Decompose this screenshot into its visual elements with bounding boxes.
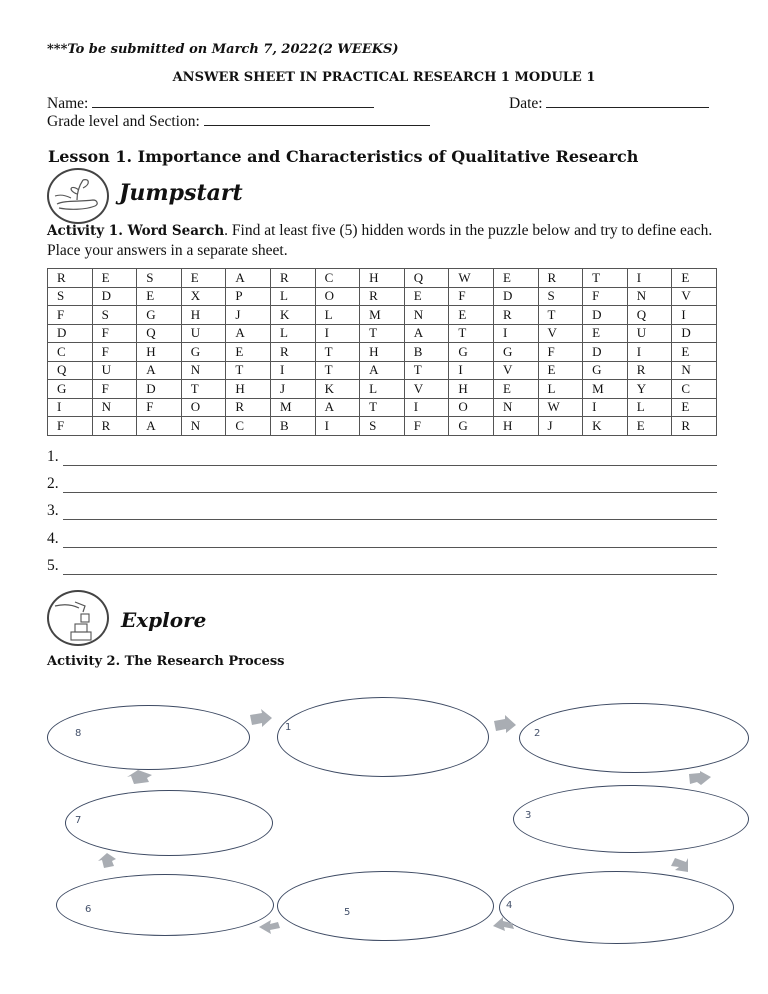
grid-cell[interactable]: E bbox=[449, 306, 494, 325]
grid-cell[interactable]: I bbox=[315, 417, 360, 436]
grid-cell[interactable]: G bbox=[449, 343, 494, 362]
grid-cell[interactable]: V bbox=[404, 380, 449, 399]
grid-cell[interactable]: R bbox=[493, 306, 538, 325]
grid-cell[interactable]: I bbox=[315, 324, 360, 343]
grid-cell[interactable]: W bbox=[538, 398, 583, 417]
arrow-down-icon bbox=[689, 771, 711, 785]
grid-cell[interactable]: G bbox=[583, 361, 628, 380]
grid-cell[interactable]: H bbox=[137, 343, 182, 362]
grid-cell[interactable]: H bbox=[360, 269, 405, 288]
grid-cell[interactable]: F bbox=[92, 380, 137, 399]
grid-cell[interactable]: L bbox=[627, 398, 672, 417]
grid-cell[interactable]: H bbox=[449, 380, 494, 399]
grid-cell[interactable]: N bbox=[493, 398, 538, 417]
grid-cell[interactable]: A bbox=[137, 361, 182, 380]
arrow-right-icon bbox=[250, 709, 272, 727]
grid-cell[interactable]: I bbox=[627, 343, 672, 362]
grid-cell[interactable]: A bbox=[315, 398, 360, 417]
grid-cell[interactable]: R bbox=[270, 343, 315, 362]
grid-cell[interactable]: R bbox=[538, 269, 583, 288]
grid-cell[interactable]: Q bbox=[48, 361, 93, 380]
grid-cell[interactable]: J bbox=[226, 306, 271, 325]
grid-cell[interactable]: B bbox=[270, 417, 315, 436]
grid-cell[interactable]: E bbox=[493, 269, 538, 288]
page-title: ANSWER SHEET IN PRACTICAL RESEARCH 1 MODULE 1 bbox=[172, 70, 596, 85]
grid-cell[interactable]: G bbox=[137, 306, 182, 325]
grid-cell[interactable]: J bbox=[270, 380, 315, 399]
grid-cell[interactable]: L bbox=[270, 324, 315, 343]
arrow-up-icon bbox=[127, 770, 152, 784]
grid-cell[interactable]: U bbox=[92, 361, 137, 380]
grid-cell[interactable]: J bbox=[538, 417, 583, 436]
arrow-up-icon bbox=[98, 853, 116, 868]
grid-cell[interactable]: L bbox=[360, 380, 405, 399]
grid-cell[interactable]: E bbox=[92, 269, 137, 288]
grid-cell[interactable]: R bbox=[92, 417, 137, 436]
name-label: Name: bbox=[47, 95, 89, 112]
grid-cell[interactable]: C bbox=[48, 343, 93, 362]
step-number: 4 bbox=[506, 900, 513, 911]
grid-cell[interactable]: C bbox=[226, 417, 271, 436]
activity-2-title: Activity 2. The Research Process bbox=[47, 654, 285, 669]
grid-cell[interactable]: C bbox=[315, 269, 360, 288]
grid-cell[interactable]: S bbox=[360, 417, 405, 436]
explore-heading: Explore bbox=[121, 608, 207, 632]
arrow-right-icon bbox=[494, 715, 516, 733]
grid-cell[interactable]: E bbox=[583, 324, 628, 343]
step-number: 8 bbox=[75, 728, 82, 739]
grid-cell[interactable]: L bbox=[315, 306, 360, 325]
grid-cell[interactable]: T bbox=[538, 306, 583, 325]
grid-cell[interactable]: E bbox=[137, 287, 182, 306]
grid-cell[interactable]: V bbox=[672, 287, 717, 306]
grid-cell[interactable]: F bbox=[538, 343, 583, 362]
grid-cell[interactable]: R bbox=[48, 269, 93, 288]
grid-cell[interactable]: F bbox=[92, 324, 137, 343]
arrow-left-icon bbox=[493, 917, 514, 931]
grid-cell[interactable]: Y bbox=[627, 380, 672, 399]
grid-cell[interactable]: D bbox=[583, 306, 628, 325]
grid-cell[interactable]: D bbox=[493, 287, 538, 306]
grid-cell[interactable]: B bbox=[404, 343, 449, 362]
grid-cell[interactable]: U bbox=[181, 324, 226, 343]
arrow-down-icon bbox=[671, 858, 688, 872]
step-number: 7 bbox=[75, 815, 82, 826]
grid-cell[interactable]: E bbox=[672, 269, 717, 288]
grid-cell[interactable]: A bbox=[404, 324, 449, 343]
grid-cell[interactable]: D bbox=[48, 324, 93, 343]
grid-cell[interactable]: M bbox=[360, 306, 405, 325]
grid-cell[interactable]: P bbox=[226, 287, 271, 306]
grid-cell[interactable]: C bbox=[672, 380, 717, 399]
grid-cell[interactable]: S bbox=[538, 287, 583, 306]
grid-cell[interactable]: A bbox=[226, 324, 271, 343]
grid-cell[interactable]: G bbox=[48, 380, 93, 399]
grid-cell[interactable]: I bbox=[672, 306, 717, 325]
grid-cell[interactable]: I bbox=[583, 398, 628, 417]
grid-cell[interactable]: M bbox=[583, 380, 628, 399]
grid-cell[interactable]: K bbox=[315, 380, 360, 399]
grid-cell[interactable]: T bbox=[449, 324, 494, 343]
grid-cell[interactable]: G bbox=[493, 343, 538, 362]
grid-cell[interactable]: S bbox=[137, 269, 182, 288]
grid-cell[interactable]: T bbox=[583, 269, 628, 288]
grid-cell[interactable]: A bbox=[360, 361, 405, 380]
grid-cell[interactable]: F bbox=[137, 398, 182, 417]
grid-cell[interactable]: T bbox=[181, 380, 226, 399]
grid-cell[interactable]: T bbox=[226, 361, 271, 380]
step-number: 1 bbox=[285, 722, 292, 733]
grid-cell[interactable]: R bbox=[672, 417, 717, 436]
grid-cell[interactable]: F bbox=[583, 287, 628, 306]
step-number: 6 bbox=[85, 904, 92, 915]
step-number: 3 bbox=[525, 810, 532, 821]
grid-cell[interactable]: D bbox=[137, 380, 182, 399]
grid-cell[interactable]: T bbox=[315, 361, 360, 380]
arrow-left-icon bbox=[259, 920, 280, 934]
grid-cell[interactable]: H bbox=[493, 417, 538, 436]
grid-cell[interactable]: Q bbox=[627, 306, 672, 325]
grid-cell[interactable]: V bbox=[538, 324, 583, 343]
grid-cell[interactable]: E bbox=[181, 269, 226, 288]
grid-cell[interactable]: S bbox=[48, 287, 93, 306]
grid-cell[interactable]: E bbox=[672, 343, 717, 362]
grid-cell[interactable]: E bbox=[493, 380, 538, 399]
grid-cell[interactable]: R bbox=[360, 287, 405, 306]
grid-cell[interactable]: H bbox=[360, 343, 405, 362]
grid-cell[interactable]: N bbox=[672, 361, 717, 380]
grid-cell[interactable]: X bbox=[181, 287, 226, 306]
grid-cell[interactable]: E bbox=[404, 287, 449, 306]
grid-cell[interactable]: F bbox=[48, 306, 93, 325]
answer-number: 2. bbox=[47, 475, 59, 493]
answer-number: 3. bbox=[47, 502, 59, 520]
step-number: 2 bbox=[534, 728, 541, 739]
grid-cell[interactable]: I bbox=[404, 398, 449, 417]
grid-cell[interactable]: D bbox=[583, 343, 628, 362]
grid-cell[interactable]: R bbox=[627, 361, 672, 380]
grid-cell[interactable]: D bbox=[672, 324, 717, 343]
grade-label: Grade level and Section: bbox=[47, 113, 200, 130]
grid-cell[interactable]: V bbox=[493, 361, 538, 380]
grid-cell[interactable]: N bbox=[92, 398, 137, 417]
grid-cell[interactable]: N bbox=[627, 287, 672, 306]
grid-cell[interactable]: E bbox=[538, 361, 583, 380]
activity-1-text: . Find at least five (5) hidden words in the puzzle below and try to define each. Place your answers in a separate sheet. bbox=[47, 222, 713, 259]
grid-cell[interactable]: I bbox=[270, 361, 315, 380]
grid-cell[interactable]: I bbox=[493, 324, 538, 343]
jumpstart-heading: Jumpstart bbox=[119, 180, 243, 206]
grid-cell[interactable]: E bbox=[672, 398, 717, 417]
grid-cell[interactable]: F bbox=[92, 343, 137, 362]
grid-cell[interactable]: Q bbox=[137, 324, 182, 343]
grid-cell[interactable]: I bbox=[48, 398, 93, 417]
grid-cell[interactable]: T bbox=[360, 324, 405, 343]
date-label: Date: bbox=[509, 95, 543, 112]
grid-cell[interactable]: F bbox=[449, 287, 494, 306]
grid-cell[interactable]: K bbox=[583, 417, 628, 436]
grid-cell[interactable]: O bbox=[449, 398, 494, 417]
grid-cell[interactable]: O bbox=[181, 398, 226, 417]
submission-note: ***To be submitted on March 7, 2022(2 WEEKS) bbox=[47, 42, 399, 57]
answer-number: 5. bbox=[47, 556, 59, 574]
grid-cell[interactable]: E bbox=[627, 417, 672, 436]
grid-cell[interactable]: N bbox=[404, 306, 449, 325]
grid-cell[interactable]: G bbox=[449, 417, 494, 436]
grid-cell[interactable]: W bbox=[449, 269, 494, 288]
grid-cell[interactable]: E bbox=[226, 343, 271, 362]
grid-cell[interactable]: G bbox=[181, 343, 226, 362]
grid-cell[interactable]: Q bbox=[404, 269, 449, 288]
grid-cell[interactable]: D bbox=[92, 287, 137, 306]
grid-cell[interactable]: T bbox=[360, 398, 405, 417]
grid-cell[interactable]: L bbox=[538, 380, 583, 399]
activity-1-label: Activity 1. Word Search bbox=[47, 223, 225, 239]
grid-cell[interactable]: H bbox=[181, 306, 226, 325]
grid-cell[interactable]: A bbox=[226, 269, 271, 288]
grid-cell[interactable]: K bbox=[270, 306, 315, 325]
answer-number: 1. bbox=[47, 448, 59, 465]
lesson-title: Lesson 1. Importance and Characteristics of Qualitative Research bbox=[48, 147, 639, 166]
grid-cell[interactable]: U bbox=[627, 324, 672, 343]
grid-cell[interactable]: I bbox=[449, 361, 494, 380]
grid-cell[interactable]: T bbox=[315, 343, 360, 362]
grid-cell[interactable]: L bbox=[270, 287, 315, 306]
grid-cell[interactable]: F bbox=[48, 417, 93, 436]
grid-cell[interactable]: N bbox=[181, 417, 226, 436]
grid-cell[interactable]: O bbox=[315, 287, 360, 306]
grid-cell[interactable]: S bbox=[92, 306, 137, 325]
step-number: 5 bbox=[344, 907, 351, 918]
grid-cell[interactable]: N bbox=[181, 361, 226, 380]
grid-cell[interactable]: M bbox=[270, 398, 315, 417]
grid-cell[interactable]: T bbox=[404, 361, 449, 380]
answer-number: 4. bbox=[47, 529, 59, 547]
grid-cell[interactable]: H bbox=[226, 380, 271, 399]
grid-cell[interactable]: A bbox=[137, 417, 182, 436]
grid-cell[interactable]: R bbox=[226, 398, 271, 417]
grid-cell[interactable]: I bbox=[627, 269, 672, 288]
grid-cell[interactable]: F bbox=[404, 417, 449, 436]
grid-cell[interactable]: R bbox=[270, 269, 315, 288]
